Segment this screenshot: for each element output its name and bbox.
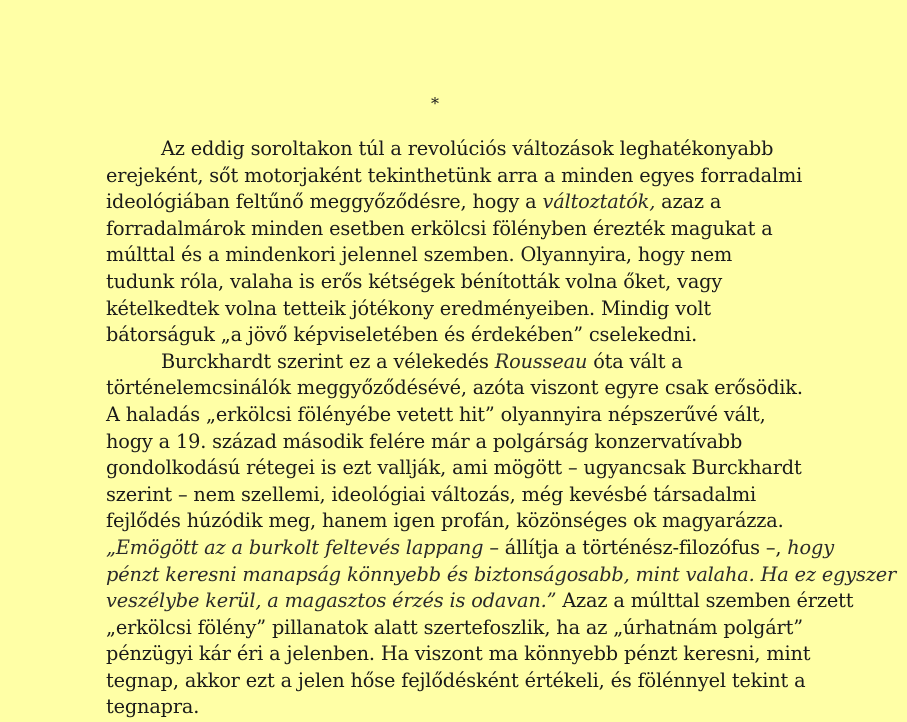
text-span: forradalmárok minden esetben erkölcsi fölényben érezték magukat a <box>106 216 773 240</box>
italic-term: változtatók, <box>542 190 656 214</box>
italic-quote: pénzt keresni manapság könnyebb és biztonságosabb, mint valaha. Ha ez egyszer <box>106 562 897 586</box>
text-line <box>106 375 821 402</box>
text-span: A haladás „erkölcsi fölényébe vetett hit” olyannyira népszerűvé vált, <box>106 402 766 426</box>
text-span: történelemcsinálók meggyőződésévé, azóta viszont egyre csak erősödik. <box>106 376 803 400</box>
text-line <box>106 269 821 296</box>
text-line <box>106 694 821 721</box>
text-span: tegnapra. <box>106 695 200 719</box>
text-span: azaz a <box>655 190 722 214</box>
paragraph-2 <box>106 349 897 721</box>
text-line <box>106 189 821 216</box>
italic-quote: veszélybe kerül, a magasztos érzés is odavan.” <box>106 589 557 613</box>
text-span: kételkedtek volna tetteik jótékony eredményeiben. Mindig volt <box>106 296 712 320</box>
text-line <box>106 242 821 269</box>
text-span: szerint – nem szellemi, ideológiai változás, még kevésbé társadalmi <box>106 482 756 506</box>
text-span: erejeként, sőt motorjaként tekinthetünk arra a minden egyes forradalmi <box>106 163 803 187</box>
text-span: ideológiában feltűnő meggyőződésre, hogy a <box>106 190 543 214</box>
text-line <box>106 429 821 456</box>
italic-quote: hogy <box>787 535 834 559</box>
text-line <box>106 455 821 482</box>
text-span: Burckhardt szerint ez a vélekedés <box>161 349 495 373</box>
paragraph-1 <box>106 136 821 349</box>
text-line <box>106 349 821 376</box>
text-line <box>106 615 821 642</box>
italic-name: Rousseau <box>494 349 588 373</box>
text-line <box>106 562 897 589</box>
text-span: fejlődés húzódik meg, hanem igen profán, közönséges ok magyarázza. <box>106 509 784 533</box>
text-span: óta vált a <box>587 349 683 373</box>
text-line <box>106 535 834 562</box>
text-line <box>106 482 821 509</box>
text-line <box>106 216 821 243</box>
text-span: gondolkodású rétegei is ezt vallják, ami mögött – ugyancsak Burckhardt <box>106 456 802 480</box>
section-separator: * <box>431 94 439 113</box>
body-text <box>106 136 897 721</box>
text-span: múlttal és a mindenkori jelennel szemben. Olyannyira, hogy nem <box>106 243 733 267</box>
text-line <box>106 641 821 668</box>
text-line <box>106 668 821 695</box>
text-span: tudunk róla, valaha is erős kétségek bénították volna őket, vagy <box>106 269 723 293</box>
text-line <box>106 322 821 349</box>
text-line <box>106 296 821 323</box>
text-span: hogy a 19. század második felére már a polgárság konzervatívabb <box>106 429 743 453</box>
text-line <box>106 402 821 429</box>
text-span: Az eddig soroltakon túl a revolúciós változások leghatékonyabb <box>161 137 774 160</box>
text-line <box>106 588 854 615</box>
text-span: tegnap, akkor ezt a jelen hőse fejlődésként értékeli, és fölénnyel tekint a <box>106 668 806 692</box>
text-line <box>106 508 821 535</box>
text-span: – állítja a történész-filozófus –, <box>483 535 788 559</box>
text-span: pénzügyi kár éri a jelenben. Ha viszont ma könnyebb pénzt keresni, mint <box>106 642 811 666</box>
text-span: bátorságuk „a jövő képviseletében és érdekében” cselekedni. <box>106 323 698 347</box>
text-span: „erkölcsi fölény” pillanatok alatt szertefoszlik, ha az „úrhatnám polgárt” <box>106 615 803 639</box>
text-span: Azaz a múlttal szemben érzett <box>556 589 854 613</box>
text-line <box>106 136 821 163</box>
italic-quote: „Emögött az a burkolt feltevés lappang <box>106 535 484 559</box>
text-line <box>106 163 821 190</box>
